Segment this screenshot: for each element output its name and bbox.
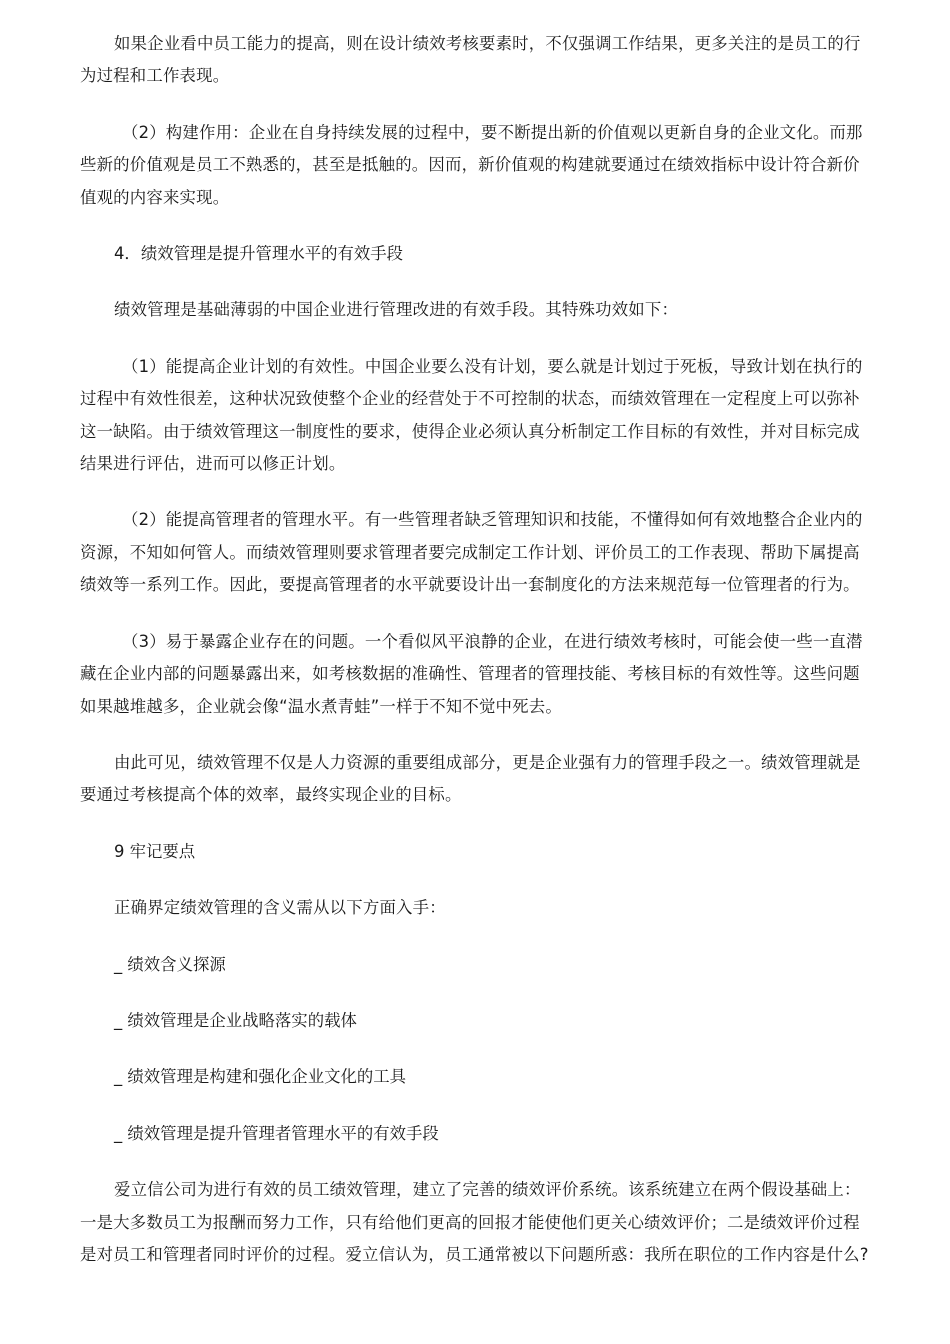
- paragraph-ericsson-case: 爱立信公司为进行有效的员工绩效管理，建立了完善的绩效评价系统。该系统建立在两个假设基础上：一是大多数员工为报酬而努力工作，只有给他们更高的回报才能使他们更关心绩效评价；二是绩效评价过程是对员工和管理者同时评价的过程。爱立信认为，员工通常被以下问题所惑：我所在职位的工作内容是什么?: [80, 1180, 869, 1264]
- key-points-heading: 9 牢记要点: [114, 841, 196, 861]
- document-page: [80, 28, 870, 1295]
- key-point-item: _ 绩效管理是构建和强化企业文化的工具: [114, 1067, 407, 1087]
- paragraph-effect-3: （3）易于暴露企业存在的问题。一个看似风平浪静的企业，在进行绩效考核时，可能会使一些一直潜藏在企业内部的问题暴露出来，如考核数据的准确性、管理者的管理技能、考核目标的有效性等。这些问题如果越堆越多，企业就会像“温水煮青蛙”一样于不知不觉中死去。: [80, 631, 863, 716]
- key-point-item: _ 绩效管理是企业战略落实的载体: [114, 1010, 357, 1030]
- section-heading-4: 4．绩效管理是提升管理水平的有效手段: [114, 244, 404, 264]
- key-point-item: _ 绩效管理是提升管理者管理水平的有效手段: [114, 1123, 439, 1143]
- paragraph-effect-1: （1）能提高企业计划的有效性。中国企业要么没有计划，要么就是计划过于死板，导致计划在执行的过程中有效性很差，这种状况致使整个企业的经营处于不可控制的状态，而绩效管理在一定程度上可以弥补这一缺陷。由于绩效管理这一制度性的要求，使得企业必须认真分析制定工作目标的有效性，并对目标完成结果进行评估，进而可以修正计划。: [80, 356, 863, 474]
- paragraph-conclusion: 由此可见，绩效管理不仅是人力资源的重要组成部分，更是企业强有力的管理手段之一。绩效管理就是要通过考核提高个体的效率，最终实现企业的目标。: [80, 752, 861, 805]
- paragraph-construct-role: （2）构建作用：企业在自身持续发展的过程中，要不断提出新的价值观以更新自身的企业文化。而那些新的价值观是员工不熟悉的，甚至是抵触的。因而，新价值观的构建就要通过在绩效指标中设计符合新价值观的内容来实现。: [80, 122, 863, 207]
- paragraph-effect-2: （2）能提高管理者的管理水平。有一些管理者缺乏管理知识和技能，不懂得如何有效地整合企业内的资源，不知如何管人。而绩效管理则要求管理者要完成制定工作计划、评价员工的工作表现、帮助下属提高绩效等一系列工作。因此，要提高管理者的水平就要设计出一套制度化的方法来规范每一位管理者的行为。: [80, 510, 863, 595]
- paragraph-intro-effects: 绩效管理是基础薄弱的中国企业进行管理改进的有效手段。其特殊功效如下：: [114, 300, 679, 320]
- key-points-intro: 正确界定绩效管理的含义需从以下方面入手：: [114, 898, 446, 918]
- paragraph-ability-focus: 如果企业看中员工能力的提高，则在设计绩效考核要素时，不仅强调工作结果，更多关注的是员工的行为过程和工作表现。: [80, 34, 861, 86]
- key-point-item: _ 绩效含义探源: [114, 954, 226, 974]
